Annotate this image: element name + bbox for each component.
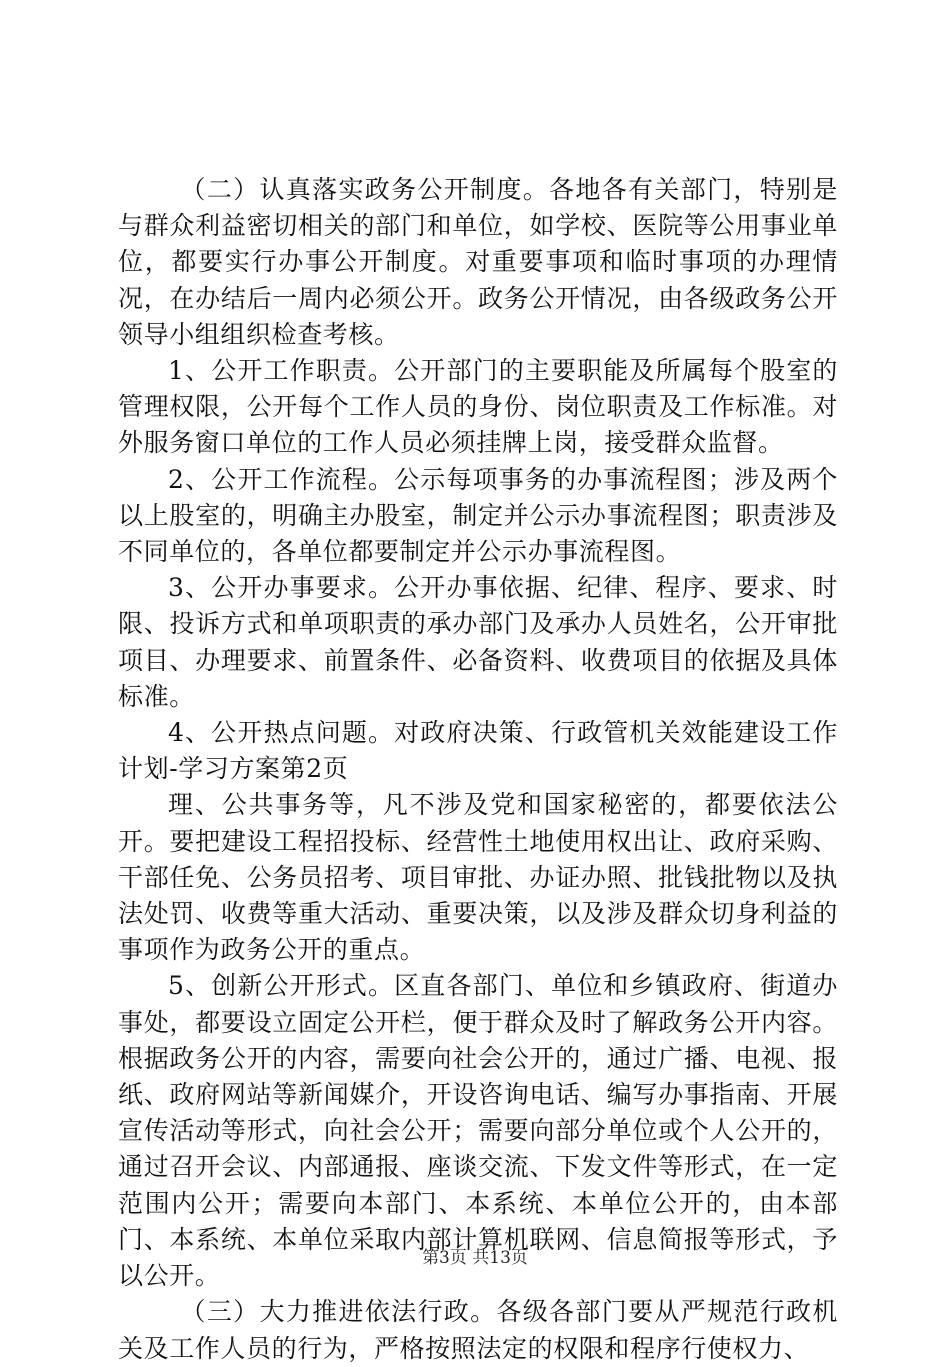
paragraph-section-two: （二）认真落实政务公开制度。各地各有关部门，特别是与群众利益密切相关的部门和单位，如学校、医院等公用事业单位，都要实行办事公开制度。对重要事项和临时事项的办理情况，在办结后一周内必须公开。政务公开情况，由各级政务公开领导小组组织检查考核。 [118, 175, 838, 349]
paragraph-item-5: 5、创新公开形式。区直各部门、单位和乡镇政府、街道办事处，都要设立固定公开栏，便于群众及时了解政务公开内容。根据政务公开的内容，需要向社会公开的，通过广播、电视、报纸、政府网站等新闻媒介，开设咨询电话、编写办事指南、开展宣传活动等形式，向社会公开；需要向部分单位或个人公开的，通过召开会议、内部通报、座谈交流、下发文件等形式，在一定范围内公开；需要向本部门、本系统、本单位公开的，由本部门、本系统、本单位采取内部计算机联网、信息简报等形式，予以公开。 [118, 971, 838, 1291]
paragraph-item-4-continued: 理、公共事务等，凡不涉及党和国家秘密的，都要依法公开。要把建设工程招投标、经营性土地使用权出让、政府采购、干部任免、公务员招考、项目审批、办证办照、批钱批物以及执法处罚、收费等重大活动、重要决策，以及涉及群众切身利益的事项作为政务公开的重点。 [118, 790, 838, 965]
paragraph-item-1: 1、公开工作职责。公开部门的主要职能及所属每个股室的管理权限，公开每个工作人员的身份、岗位职责及工作标准。对外服务窗口单位的工作人员必须挂牌上岗，接受群众监督。 [118, 356, 838, 458]
paragraph-item-2: 2、公开工作流程。公示每项事务的办事流程图；涉及两个以上股室的，明确主办股室，制定并公示办事流程图；职责涉及不同单位的，各单位都要制定并公示办事流程图。 [118, 464, 838, 567]
paragraph-section-three: （三）大力推进依法行政。各级各部门要从严规范行政机关及工作人员的行为，严格按照法定的权限和程序行使权力、 [118, 1297, 838, 1363]
paragraph-item-3: 3、公开办事要求。公开办事依据、纪律、程序、要求、时限、投诉方式和单项职责的承办部门及承办人员姓名，公开审批项目、办理要求、前置条件、必备资料、收费项目的依据及具体标准。 [118, 573, 838, 711]
document-body [118, 172, 838, 1367]
page-footer: 第3页 共13页 [422, 1248, 528, 1268]
paragraph-item-4: 4、公开热点问题。对政府决策、行政管机关效能建设工作计划-学习方案第2页 [118, 718, 838, 784]
